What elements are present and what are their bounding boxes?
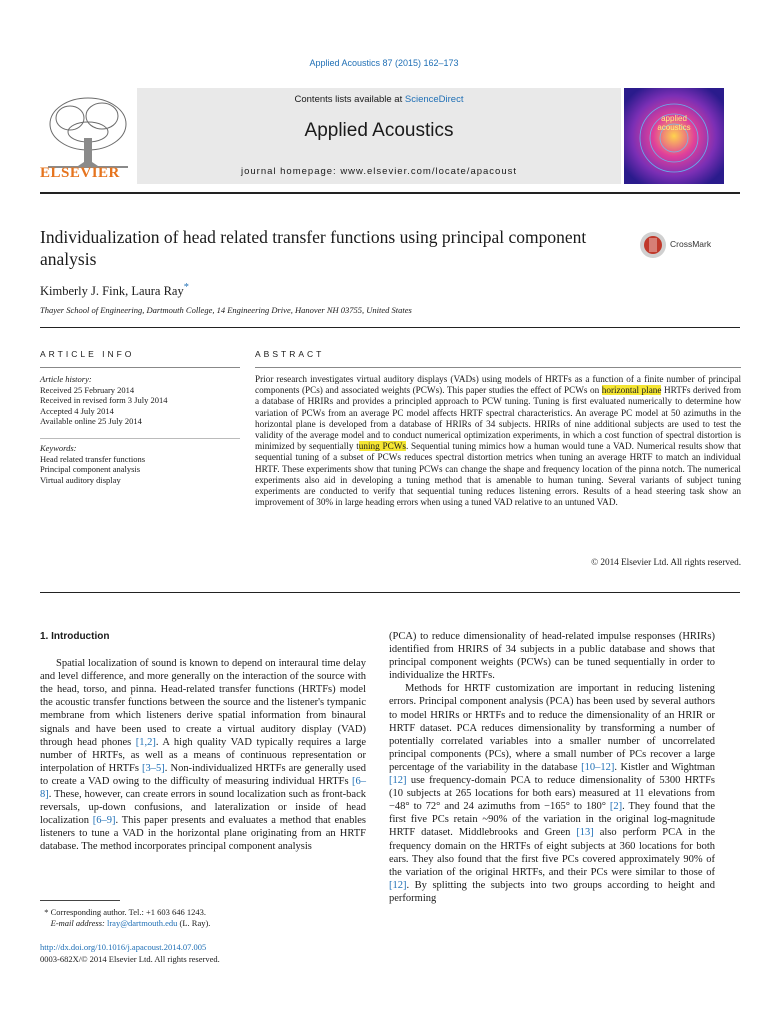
citation-link[interactable]: [10–12] (581, 761, 615, 773)
history-item: Received 25 February 2014 (40, 384, 135, 395)
citation-link[interactable]: [13] (576, 827, 594, 839)
author-email-link[interactable]: lray@dartmouth.edu (106, 918, 178, 928)
citation-link[interactable]: [12] (389, 775, 407, 787)
author-list: Kimberly J. Fink, Laura Ray* (40, 282, 189, 299)
keyword-item: Principal component analysis (40, 464, 141, 474)
keywords-rule (40, 438, 240, 439)
abstract-copyright: © 2014 Elsevier Ltd. All rights reserved. (591, 557, 741, 567)
history-item: Accepted 4 July 2014 (40, 405, 114, 416)
title-rule (40, 327, 740, 328)
article-history (40, 374, 240, 427)
body-column-right (389, 630, 715, 905)
body-paragraph: (PCA) to reduce dimensionality of head-related impulse responses (HRIRs) identified from HRIRS of 34 subjects in a public database and shows that principal component weights (PCWs) can be tuned sequentially in order to individualize the HRTFs. (389, 631, 715, 682)
body-paragraph: Spatial localization of sound is known to depend on interaural time delay and level difference, and more generally on the interaction of the source with the head, torso, and pinna. Head-related transfer functions (HRTFs) model the acoustic transfer functions between the source and the listener's tympanic membrane from which listeners derive spatial information from binaural signals and have been used to create a virtual auditory display (VAD) through head phones [1,2]. A high quality VAD typically requires a large number of HRTFs, as well as a means of continuous representation or interpolation of HRTFs [3–5]. Non-individualized HRTFs are generally used to create a VAD owing to the difficulty of measuring individual HRTFs [6–8]. These, however, can create errors in sound localization such as front-back reversals, up-down confusions, and lateralization or inside of head localization [6–9]. This paper presents and evaluates a method that enables listeners to tune a VAD in the horizontal plane originating from an HRTF database. The method incorporates principal component analysis (40, 658, 366, 853)
highlight-mark: uning PCWs (358, 441, 406, 452)
journal-name: Applied Acoustics (304, 120, 454, 141)
history-label: Article history: (40, 374, 92, 384)
corresponding-author-mark[interactable]: * (183, 282, 189, 293)
article-title: Individualization of head related transfer functions using principal component analysis (40, 227, 587, 269)
abstract-bottom-rule (40, 592, 740, 593)
history-item: Available online 25 July 2014 (40, 416, 142, 426)
citation-link[interactable]: [1,2] (135, 736, 156, 748)
journal-cover-image[interactable] (624, 88, 724, 184)
abstract-rule (255, 367, 741, 368)
keyword-item: Virtual auditory display (40, 474, 121, 485)
highlight-mark: horizontal plane (601, 385, 662, 396)
keywords-label: Keywords: (40, 443, 77, 453)
citation-link[interactable]: [6–9] (92, 815, 116, 827)
journal-homepage[interactable]: journal homepage: www.elsevier.com/locate/apacoust (240, 166, 517, 177)
cover-title: applied acoustics (657, 114, 691, 132)
citation-link[interactable]: [3–5] (142, 762, 165, 774)
footnote (40, 907, 370, 929)
crossmark-label[interactable]: CrossMark (670, 239, 712, 249)
citation-link[interactable]: [2] (609, 801, 623, 813)
keywords (40, 443, 240, 485)
body-paragraph: Methods for HRTF customization are important in reducing listening errors. Principal component analysis (PCA) has been used by several authors to model HRIRs or HRTFs and to reduce the dimensionality of an HRIR or HRTF dataset. PCA reduces dimensionality by transforming a number of potentially correlated variables into a smaller number of uncorrelated principal components (PCs), where a small number of PCs recover a large percentage of the variability in the database [10–12]. Kistler and Wightman [12] use frequency-domain PCA to reduce dimensionality of 5300 HRTFs (10 subjects at 265 locations for both ears) measured at 11 elevations from −48° to 72° and 24 azimuths from −165° to 180° [2]. They found that the first five PCs retain ~90% of the variation in the original log-magnitude HRTF dataset. Middlebrooks and Green [13] also perform PCA in the frequency domain on the HRTFs of eight subjects at 360 locations for both ears. They also found that the first five PCs covered approximately 90% of the variation of the original HRTFs, and their PCs were similar to those of [12]. By splitting the subjects into two groups according to height and performing (389, 683, 716, 904)
doi-link[interactable]: http://dx.doi.org/10.1016/j.apacoust.2014.07.005 (40, 942, 207, 952)
citation-link[interactable]: [6–8] (40, 775, 366, 801)
masthead-rule (40, 192, 740, 194)
issn-line: 0003-682X/© 2014 Elsevier Ltd. All rights reserved. (40, 954, 220, 964)
keyword-item: Head related transfer functions (40, 453, 146, 464)
body-column-left (40, 630, 366, 854)
sciencedirect-link[interactable]: ScienceDirect (404, 94, 464, 105)
history-item: Received in revised form 3 July 2014 (40, 395, 168, 405)
elsevier-wordmark: ELSEVIER (40, 165, 120, 181)
affiliation: Thayer School of Engineering, Dartmouth College, 14 Engineering Drive, Hanover NH 03755, United States (40, 305, 412, 315)
abstract-heading: ABSTRACT (255, 349, 325, 359)
article-info-rule (40, 367, 240, 368)
corresponding-author-note: * Corresponding author. Tel.: +1 603 646 1243. (44, 907, 207, 917)
footnote-rule (40, 900, 120, 901)
abstract-text: Prior research investigates virtual auditory displays (VADs) using models of HRTFs as a function of a finite number of principal components (PCs) and associated weights (PCWs). This paper studies the effect of PCWs on horizontal plane HRTFs derived from a database of HRIRs and provides a principled approach to PCW tuning. Tuning is first evaluated numerically to determine how variation of PCWs from an average PC model affects HRTF spectral characteristics. An average PC model at 50 azimuths in the horizontal plane is developed from a database of HRIRs of 34 subjects. HRIRs of nine additional subjects are used to test the validity of the average model and to conduct numerical optimization experiments, in which a cost function of spectral distortion is minimized by sequentially tuning PCWs. Sequential tuning mimics how a human would tune a VAD. Numerical results show that sequential tuning of a subset of PCWs reduces spectral distortion metrics when tuning an average HRTF to match an individual HRTF. These experiments show that tuning PCWs can change the shape and frequency location of the pinna notch. The numerical experiments also aid in developing a tuning method that is amenable to human tuning. Several variants of subject tuning experiments are conducted to verify that sequential tuning reduces listening errors. Results of a head steering task show an improvement of 30% in large heading errors when using a tuned VAD relative to an untuned VAD. (255, 374, 741, 508)
article-info-heading: ARTICLE INFO (40, 349, 135, 359)
contents-line: Contents lists available at ScienceDirect (294, 94, 464, 105)
journal-reference-link[interactable]: Applied Acoustics 87 (2015) 162–173 (309, 58, 459, 68)
section-heading-introduction: 1. Introduction (40, 631, 110, 642)
citation-link[interactable]: [12] (389, 879, 407, 891)
email-note: E-mail address: lray@dartmouth.edu (L. Ray). (50, 918, 211, 928)
